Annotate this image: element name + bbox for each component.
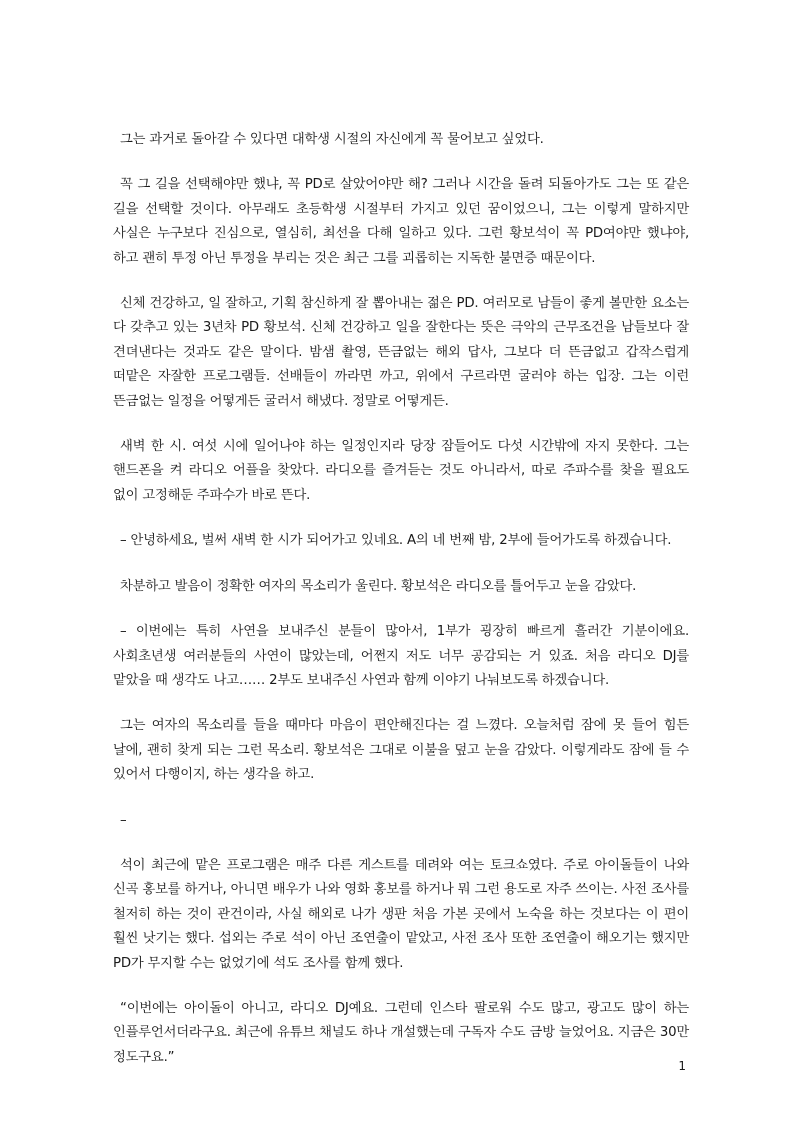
paragraph: 꼭 그 길을 선택해야만 했냐, 꼭 PD로 살았어야만 해? 그러나 시간을 돌려 되돌아가도 그는 또 같은 길을 선택할 것이다. 아무래도 초등학생 시절부터 가지고 있던 꿈이었으니, 그는 이렇게 말하지만 사실은 누구보다 진심으로, 열심히, 최선을 다해 일하고 있다. 그런 황보석이 꼭 PD여야만 했냐야, 하고 괜히 투정 아닌 투정을 부리는 것은 최근 그를 괴롭히는 지독한 불면증 때문이다. bbox=[113, 177, 689, 266]
paragraph: “이번에는 아이돌이 아니고, 라디오 DJ예요. 그런데 인스타 팔로워 수도 많고, 광고도 많이 하는 인플루언서더라구요. 최근에 유튜브 채널도 하나 개설했는데 구독자 수도 금방 늘었어요. 지금은 30만 정도구요.” bbox=[113, 1000, 689, 1065]
paragraph: 새벽 한 시. 여섯 시에 일어나야 하는 일정인지라 당장 잠들어도 다섯 시간밖에 자지 못한다. 그는 핸드폰을 켜 라디오 어플을 찾았다. 라디오를 즐겨듣는 것도 아니라서, 따로 주파수를 찾을 필요도 없이 고정해둔 주파수가 바로 뜬다. bbox=[113, 439, 689, 503]
paragraph: 그는 과거로 돌아갈 수 있다면 대학생 시절의 자신에게 꼭 물어보고 싶었다. bbox=[120, 132, 544, 147]
paragraph: 석이 최근에 맡은 프로그램은 매주 다른 게스트를 데려와 여는 토크쇼였다. 주로 아이돌들이 나와 신곡 홍보를 하거나, 아니면 배우가 나와 영화 홍보를 하거나 뭐 그런 용도로 자주 쓰이는. 사전 조사를 철저히 하는 것이 관건이라, 사실 해외로 나가 생판 처음 가본 곳에서 노숙을 하는 것보다는 이 편이 훨씬 낫기는 했다. 섭외는 주로 석이 아닌 조연출이 맡았고, 사전 조사 또한 조연출이 해오기는 했지만 PD가 무지할 수는 없었기에 석도 조사를 함께 했다. bbox=[113, 857, 689, 971]
paragraph: 그는 여자의 목소리를 들을 때마다 마음이 편안해진다는 걸 느꼈다. 오늘처럼 잠에 못 들어 힘든 날에, 괜히 찾게 되는 그런 목소리. 황보석은 그대로 이불을 덮고 눈을 감았다. 이렇게라도 잠에 들 수 있어서 다행이지, 하는 생각을 하고. bbox=[113, 718, 689, 783]
paragraph: – 안녕하세요, 벌써 새벽 한 시가 되어가고 있네요. A의 네 번째 밤, 2부에 들어가도록 하겠습니다. bbox=[120, 533, 672, 549]
paragraph: 차분하고 발음이 정확한 여자의 목소리가 울린다. 황보석은 라디오를 틀어두고 눈을 감았다. bbox=[120, 578, 637, 594]
document-body bbox=[113, 128, 689, 1091]
paragraph: 신체 건강하고, 일 잘하고, 기획 참신하게 잘 뽑아내는 젊은 PD. 여러모로 남들이 좋게 볼만한 요소는 다 갖추고 있는 3년차 PD 황보석. 신체 건강하고 일을 잘한다는 뜻은 극악의 근무조건을 남들보다 잘 견뎌낸다는 것과도 같은 말이다. 밤샘 촬영, 뜬금없는 해외 답사, 그보다 더 뜬금없고 갑작스럽게 떠맡은 자잘한 프로그램들. 선배들이 까라면 까고, 위에서 구르라면 굴러야 하는 입장. 그는 이런 뜬금없는 일정을 어떻게든 굴러서 해냈다. 정말로 어떻게든. bbox=[113, 296, 689, 409]
paragraph: – 이번에는 특히 사연을 보내주신 분들이 많아서, 1부가 굉장히 빠르게 흘러간 기분이에요. 사회초년생 여러분들의 사연이 많았는데, 어쩐지 저도 너무 공감되는 거 있죠. 처음 라디오 DJ를 맡았을 때 생각도 나고…… 2부도 보내주신 사연과 함께 이야기 나눠보도록 하겠습니다. bbox=[113, 624, 689, 688]
page-number: 1 bbox=[678, 1059, 686, 1073]
section-divider: – bbox=[120, 812, 127, 828]
